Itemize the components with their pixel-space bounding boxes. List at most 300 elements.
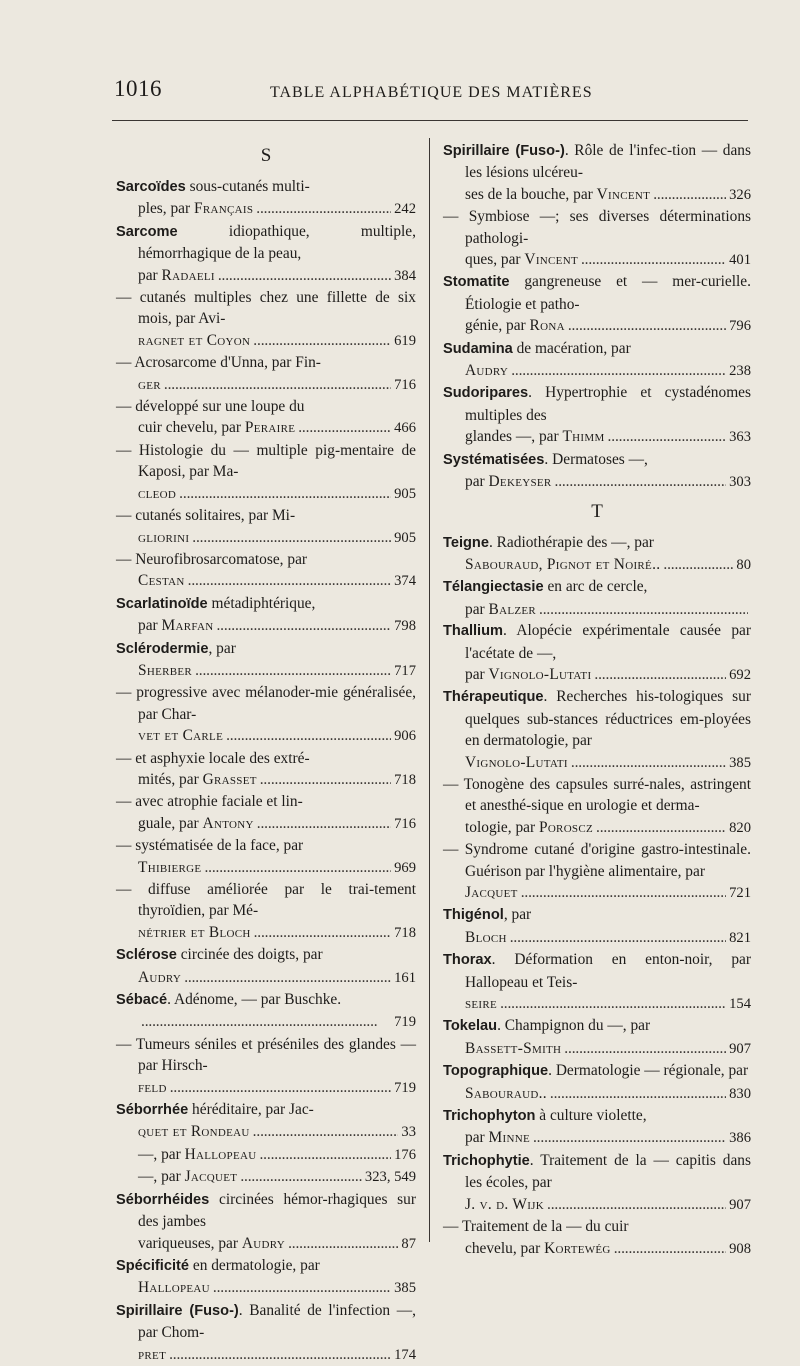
entry-text: . Déformation en enton-noir, par Hallopeau et Teis- (465, 951, 751, 991)
entry-text: circinée des doigts, par (180, 946, 323, 964)
entry-leader-line (138, 725, 416, 747)
entry-text: — Acrosarcome d'Unna, par Fin- (116, 354, 321, 372)
entry-leader-line (138, 1166, 416, 1188)
entry-last-line: ses de la bouche, par (465, 185, 593, 203)
entry-last-line: —, par (138, 1145, 181, 1163)
entry-page-ref: 905 (394, 485, 416, 502)
entry-last-line: variqueuses, par (138, 1234, 239, 1252)
entry-text: — progressive avec mélanoder-mie généralisée, par Char- (116, 684, 416, 723)
leader-dots (141, 1011, 391, 1032)
entry-leader-line (138, 527, 416, 549)
entry-leader-text (465, 249, 578, 270)
entry-author: Français (194, 200, 254, 218)
entry-text: — cutanés solitaires, par Mi- (116, 507, 296, 525)
entry-last-line: cuir chevelu, par (138, 419, 241, 437)
index-entry (116, 440, 416, 505)
leader-dots (179, 483, 391, 504)
leader-dots (568, 315, 726, 336)
left-column (116, 140, 416, 1366)
entry-last-line: ples, par (138, 200, 191, 218)
entry-page-ref: 242 (394, 201, 416, 218)
index-entry (116, 748, 416, 792)
entry-page-ref: 385 (729, 754, 751, 771)
leader-dots (533, 1127, 726, 1148)
entry-page-ref: 154 (729, 996, 751, 1013)
entry-last-line: guale, par (138, 814, 199, 832)
entry-author: feld (138, 1078, 167, 1096)
entry-text: — avec atrophie faciale et lin- (116, 793, 303, 811)
index-entry (116, 1144, 416, 1166)
entry-author: quet et Rondeau (138, 1123, 250, 1141)
entry-leader-text (138, 1344, 166, 1365)
entry-head-term: Thorax (443, 952, 492, 969)
entry-leader-line (465, 752, 751, 774)
index-entry (443, 1015, 751, 1060)
entry-leader-line (138, 857, 416, 879)
leader-dots (169, 1344, 391, 1365)
entry-leader-text (465, 817, 593, 838)
entry-author: ger (138, 375, 161, 393)
index-entry (443, 774, 751, 839)
entry-page-ref: 176 (394, 1146, 416, 1163)
index-entry (443, 271, 751, 337)
entry-page-ref: 401 (729, 252, 751, 269)
entry-page-ref: 386 (729, 1130, 751, 1147)
entry-text: . Recherches his-tologiques sur quelques sub-stances réductrices em-ployées en dermatologie, par (465, 688, 751, 750)
entry-leader-line (465, 315, 751, 337)
entry-page-ref: 718 (394, 771, 416, 788)
entry-text: . Rôle de l'infec-tion — dans les lésions ulcéreu- (465, 142, 751, 182)
entry-leader-text (465, 993, 497, 1014)
entry-head-term: Séborrhée (116, 1102, 189, 1119)
entry-page-ref: 821 (729, 929, 751, 946)
entry-text: — développé sur une loupe du (116, 398, 305, 416)
leader-dots (511, 360, 726, 381)
entry-author: Vincent (524, 251, 578, 269)
entry-leader-line (465, 554, 751, 576)
index-entry (443, 206, 751, 271)
entry-author: ragnet et Coyon (138, 331, 251, 349)
entry-author: Balzer (488, 600, 537, 618)
index-entry (443, 686, 751, 774)
entry-head-term: Télangiectasie (443, 579, 544, 596)
entry-leader-line (138, 570, 416, 592)
leader-dots (550, 1083, 726, 1104)
entry-last-line: glandes —, par (465, 428, 559, 446)
entry-head-term: Sudoripares (443, 385, 529, 402)
entry-last-line: tologie, par (465, 818, 536, 836)
entry-text: . Dermatologie — régionale, par (548, 1062, 749, 1080)
leader-dots (216, 615, 391, 636)
index-entry (443, 382, 751, 448)
entry-leader-line (138, 265, 416, 287)
leader-dots (571, 752, 726, 773)
entry-leader-line (465, 599, 751, 620)
page-number: 1016 (114, 76, 162, 101)
leader-dots (500, 993, 726, 1014)
left-entries (116, 176, 416, 1366)
entry-leader-text (465, 927, 507, 948)
index-entry (116, 1034, 416, 1099)
entry-leader-text (138, 769, 257, 790)
entry-leader-line (465, 817, 751, 839)
entry-text: héréditaire, par Jac- (192, 1101, 314, 1119)
entry-head-term: Trichophytie (443, 1152, 530, 1169)
leader-dots (521, 882, 726, 903)
index-entry (116, 1189, 416, 1255)
entry-author: Kortewég (544, 1239, 611, 1257)
entry-text: — Tonogène des capsules surré-nales, astringent et anesthé-sique en urologie et derma- (443, 775, 751, 815)
entry-author: Antony (202, 814, 254, 832)
entry-leader-text (465, 315, 565, 336)
entry-page-ref: 323, 549 (364, 1169, 416, 1186)
entry-leader-line (465, 426, 751, 448)
entry-head-term: Thigénol (443, 907, 504, 924)
leader-dots (608, 426, 727, 447)
entry-leader-line (138, 1144, 416, 1166)
leader-dots (539, 599, 748, 620)
entry-page-ref: 719 (394, 1014, 416, 1031)
entry-leader-line (465, 360, 751, 382)
leader-dots (240, 1166, 362, 1187)
entry-leader-line (138, 615, 416, 637)
entry-author: Hallopeau (138, 1279, 210, 1297)
entry-page-ref: 80 (736, 556, 751, 573)
index-entry (443, 532, 751, 577)
entry-leader-line (138, 1233, 416, 1255)
entry-leader-line (138, 813, 416, 835)
leader-dots (188, 570, 391, 591)
leader-dots (218, 265, 391, 286)
entry-author: Audry (465, 362, 509, 380)
entry-last-line: par (465, 1129, 485, 1147)
entry-text: idiopathique, multiple, hémorrhagique de la peau, (138, 222, 416, 263)
entry-head-term: Séborrhéides (116, 1191, 210, 1208)
index-entry (116, 287, 416, 352)
entry-leader-text (465, 184, 650, 205)
leader-dots (254, 922, 392, 943)
entry-leader-line (465, 184, 751, 206)
entry-author: Rona (529, 317, 565, 335)
entry-leader-text (138, 857, 201, 878)
entry-author: Jacquet (184, 1168, 238, 1186)
entry-head-term: Sudamina (443, 340, 513, 357)
entry-leader-text (138, 725, 223, 746)
entry-leader-line (138, 1344, 416, 1366)
index-entry (443, 140, 751, 206)
entry-author: Bassett-Smith (465, 1039, 562, 1057)
index-entry (116, 221, 416, 287)
entry-leader-line (138, 330, 416, 352)
index-entry (116, 989, 416, 1034)
entry-text: circinées hémor-rhagiques sur des jambes (138, 1190, 416, 1231)
entry-author: Thibierge (138, 858, 202, 876)
entry-page-ref: 33 (401, 1124, 416, 1141)
entry-text: gangreneuse et — mer-curielle. Étiologie et patho- (465, 273, 751, 313)
section-letter-s: S (260, 145, 272, 166)
entry-page-ref: 363 (729, 429, 751, 446)
entry-author: Vincent (596, 185, 651, 203)
entry-head-term: Scarlatinoïde (116, 595, 208, 612)
entry-text: . Adénome, — par Buschke. (167, 991, 342, 1009)
entry-last-line: chevelu, par (465, 1239, 541, 1257)
entry-text: , par (503, 906, 532, 924)
entry-leader-text (138, 1077, 167, 1098)
entry-page-ref: 905 (394, 529, 416, 546)
entry-page-ref: 174 (394, 1346, 416, 1363)
entry-leader-line (138, 1277, 416, 1299)
entry-page-ref: 384 (394, 267, 416, 284)
entry-page-ref: 692 (729, 666, 751, 683)
index-entry (116, 1255, 416, 1300)
entry-leader-line (465, 1194, 751, 1216)
entry-author: J. v. d. Wijk (465, 1195, 544, 1213)
entry-leader-text (138, 813, 254, 834)
entry-page-ref: 820 (729, 819, 751, 836)
entry-text: de macération, par (516, 339, 631, 357)
entry-author: Vignolo-Lutati (465, 753, 568, 771)
entry-page-ref: 87 (401, 1235, 416, 1252)
index-entry (116, 176, 416, 221)
entry-author: Audry (241, 1234, 286, 1252)
entry-text: — Syndrome cutané d'origine gastro-intestinale. Guérison par l'hygiène alimentaire, par (443, 841, 751, 880)
entry-text: , par (208, 639, 236, 657)
entry-text: — Symbiose —; ses diverses déterminations pathologi- (443, 208, 751, 247)
entry-text: sous-cutanés multi- (189, 178, 310, 195)
leader-dots (288, 1233, 398, 1254)
leader-dots (253, 330, 391, 351)
entry-last-line: par (465, 600, 485, 618)
index-entry (116, 638, 416, 683)
entry-author: seire (465, 995, 498, 1013)
entry-leader-text (465, 1238, 611, 1259)
entry-author: Cestan (138, 572, 185, 590)
entry-text: en dermatologie, par (192, 1256, 320, 1274)
entry-page-ref: 907 (729, 1196, 751, 1213)
entry-leader-text (138, 922, 251, 943)
entry-head-term: Thallium (443, 623, 503, 640)
entry-text: métadiphtérique, (211, 594, 316, 612)
entry-leader-text (138, 1166, 237, 1187)
entry-leader-line (465, 1038, 751, 1060)
entry-head-term: Topographique (443, 1063, 549, 1080)
index-entry (443, 576, 751, 620)
entry-leader-line (138, 1077, 416, 1099)
entry-author: Peraire (244, 419, 296, 437)
entry-text: — Neurofibrosarcomatose, par (116, 550, 308, 568)
entry-leader-text (465, 1127, 530, 1148)
entry-last-line: par (138, 266, 158, 284)
entry-leader-text (138, 265, 215, 286)
entry-author: Sabouraud.. (465, 1084, 547, 1102)
entry-author: Hallopeau (184, 1145, 257, 1163)
entry-text: à culture violette, (539, 1107, 647, 1125)
entry-head-term: Sarcoïdes (116, 179, 186, 195)
section-letter-t: T (591, 500, 603, 522)
entry-last-line: —, par (138, 1168, 181, 1186)
leader-dots (257, 813, 391, 834)
entry-page-ref: 717 (394, 662, 416, 679)
entry-head-term: Stomatite (443, 274, 510, 291)
entry-leader-text (465, 1194, 544, 1215)
entry-author: cleod (138, 484, 177, 502)
entry-last-line: ques, par (465, 251, 521, 269)
leader-dots (192, 527, 391, 548)
index-entry (116, 593, 416, 638)
entry-text: — Tumeurs séniles et préséniles des glandes — par Hirsch- (116, 1035, 416, 1075)
leader-dots (195, 660, 391, 681)
entry-head-term: Sclérose (116, 947, 177, 964)
leader-dots (594, 664, 726, 685)
leader-dots (581, 249, 726, 270)
entry-page-ref: 716 (394, 815, 416, 832)
entry-text: — Traitement de la — du cuir (443, 1218, 629, 1236)
leader-dots (596, 817, 726, 838)
entry-leader-line (465, 249, 751, 271)
entry-text: . Dermatoses —, (544, 450, 648, 468)
index-entry (116, 352, 416, 396)
entry-text: . Alopécie expérimentale causée par l'acétate de —, (465, 622, 751, 662)
running-title: TABLE ALPHABÉTIQUE DES MATIÈRES (270, 84, 593, 101)
entry-text: en arc de cercle, (547, 578, 648, 596)
entry-page-ref: 385 (394, 1280, 416, 1297)
entry-leader-text (138, 1144, 256, 1165)
index-entry (116, 1166, 416, 1188)
entry-head-term: Tokelau (443, 1018, 498, 1035)
entry-leader-text (138, 198, 253, 219)
entry-author: Audry (138, 968, 182, 986)
entry-page-ref: 796 (729, 318, 751, 335)
index-entry (443, 338, 751, 383)
leader-dots (226, 725, 391, 746)
leader-dots (256, 198, 391, 219)
index-entry (116, 1099, 416, 1144)
entry-text: — cutanés multiples chez une fillette de six mois, par Avi- (116, 289, 416, 328)
entry-leader-text (138, 570, 185, 591)
index-entry (443, 839, 751, 904)
entry-author: Radaeli (161, 266, 215, 284)
header-rule (112, 120, 748, 121)
entry-text: . Hypertrophie et cystadénomes multiples des (465, 384, 751, 424)
entry-head-term: Systématisées (443, 451, 545, 468)
entry-leader-line (465, 993, 751, 1015)
entry-page-ref: 719 (394, 1079, 416, 1096)
entry-leader-text (465, 360, 508, 381)
index-entry (443, 949, 751, 1015)
leader-dots (555, 471, 727, 492)
entry-leader-text (465, 882, 518, 903)
entry-text: . Traitement de la — capitis dans les écoles, par (465, 1151, 751, 1192)
entry-leader-text (138, 483, 176, 504)
leader-dots (164, 374, 391, 395)
column-divider (429, 138, 430, 1242)
entry-leader-text (465, 1038, 561, 1059)
entry-head-term: Trichophyton (443, 1108, 536, 1125)
entry-page-ref: 238 (729, 363, 751, 380)
entry-text: — Histologie du — multiple pig-mentaire de Kaposi, par Ma- (116, 441, 416, 481)
entry-leader-text (465, 599, 536, 620)
entry-head-term: Teigne (443, 534, 489, 551)
entry-leader-text (138, 615, 213, 636)
entry-author: Thimm (562, 428, 605, 446)
entry-page-ref: 721 (729, 885, 751, 901)
entry-page-ref: 619 (394, 332, 416, 349)
entry-leader-text (465, 664, 591, 685)
entry-last-line: par (138, 617, 158, 635)
index-entry (443, 1105, 751, 1150)
entry-leader-line (138, 922, 416, 944)
entry-author: Grasset (202, 770, 257, 788)
entry-head-term: Thérapeutique (443, 689, 544, 706)
index-entry (116, 549, 416, 593)
entry-author: Dekeyser (488, 473, 552, 491)
right-entries-after (443, 532, 751, 1260)
leader-dots (170, 1077, 391, 1098)
entry-last-line: génie, par (465, 317, 526, 335)
entry-leader-line (465, 1238, 751, 1260)
entry-page-ref: 374 (394, 573, 416, 590)
entry-author: Vignolo-Lutati (488, 665, 592, 683)
entry-page-ref: 716 (394, 376, 416, 393)
entry-leader-text (465, 1083, 547, 1104)
entry-text: . Champignon du —, par (497, 1017, 651, 1035)
entry-leader-text (138, 660, 192, 681)
index-entry (116, 835, 416, 879)
entry-leader-line (138, 1121, 416, 1143)
entry-head-term: Sarcome (116, 223, 178, 240)
right-entries-before (443, 140, 751, 494)
entry-author: Bloch (465, 928, 507, 946)
entry-leader-line (138, 198, 416, 220)
entry-leader-text (138, 1121, 250, 1142)
leader-dots (259, 1144, 391, 1165)
index-entry (443, 620, 751, 686)
leader-dots (213, 1277, 391, 1298)
leader-dots (298, 417, 391, 438)
index-entry (116, 682, 416, 747)
entry-author: Minne (488, 1129, 530, 1147)
entry-leader-line (138, 417, 416, 439)
entry-leader-text (138, 527, 189, 548)
entry-head-term: Spécificité (116, 1257, 189, 1274)
entry-author: vet et Carle (138, 727, 224, 745)
entry-leader-line (138, 769, 416, 791)
entry-last-line: mités, par (138, 770, 199, 788)
entry-author: Poroscz (538, 818, 594, 836)
entry-author: Sherber (138, 661, 193, 679)
entry-text: — systématisée de la face, par (116, 837, 304, 855)
entry-page-ref: 303 (729, 474, 751, 491)
entry-leader-text (138, 374, 161, 395)
entry-leader-text (465, 426, 605, 447)
entry-leader-text (138, 417, 295, 438)
entry-leader-text (138, 1277, 210, 1298)
leader-dots (510, 927, 726, 948)
entry-page-ref: 466 (394, 420, 416, 437)
entry-leader-line (465, 882, 751, 904)
entry-leader-line (465, 471, 751, 493)
entry-leader-line (138, 967, 416, 989)
index-entry (443, 1216, 751, 1260)
entry-author: gliorini (138, 528, 190, 546)
leader-dots (260, 769, 391, 790)
index-entry (116, 396, 416, 440)
entry-last-line: par (465, 473, 485, 491)
entry-leader-text (138, 330, 250, 351)
entry-leader-text (465, 471, 552, 492)
entry-page-ref: 969 (394, 859, 416, 876)
entry-page-ref: 907 (729, 1040, 751, 1057)
